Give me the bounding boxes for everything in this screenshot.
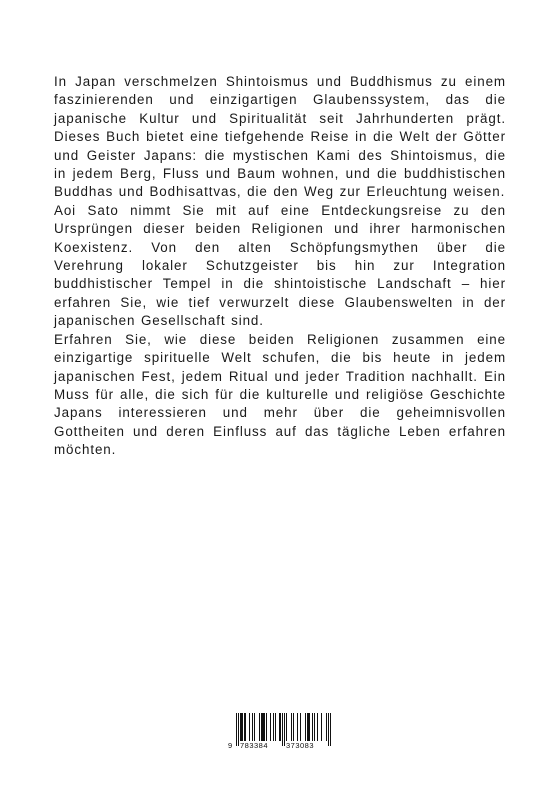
barcode-bar — [308, 713, 309, 741]
paragraph-conclusion: Erfahren Sie, wie diese beiden Religionen zusammen eine einzigartige spirituelle Welt schufen, die bis heute in jedem japanischen Fest, jedem Ritual und jeder Tradition nachhallt. Ein Muss für alle, die sich für die kulturelle und religiöse Geschichte Japans interessieren und mehr über die geheimnisvollen Gottheiten und deren Einfluss auf das tägliche Leben erfahren möchten. — [54, 331, 506, 458]
back-cover-text — [54, 73, 506, 460]
barcode-bar — [284, 713, 285, 746]
barcode-bar — [286, 713, 287, 741]
barcode-lead-digit: 9 — [228, 741, 233, 750]
barcode-bar — [275, 713, 276, 741]
barcode-left-digits: 783384 — [240, 741, 269, 750]
barcode-bar — [330, 713, 331, 746]
barcode-bar — [321, 713, 322, 741]
barcode-bar — [307, 713, 308, 741]
barcode-bar — [279, 713, 280, 741]
barcode-bar — [266, 713, 267, 741]
barcode-bar — [270, 713, 271, 741]
barcode-bar — [236, 713, 237, 746]
barcode-bar — [300, 713, 301, 741]
barcode-bar — [314, 713, 315, 741]
paragraph-intro: In Japan verschmelzen Shintoismus und Buddhismus zu einem faszinierenden und einzigartigen Glaubenssystem, das die japanische Kultur und Spiritualität seit Jahrhunderten prägt. Dieses Buch bietet eine tiefgehende Reise in die Welt der Götter und Geister Japans: die mystischen Kami des Shintoismus, die in jedem Berg, Fluss und Baum wohnen, und die buddhistischen Buddhas und Bodhisattvas, die den Weg zur Erleuchtung weisen. — [54, 74, 506, 200]
barcode-bar — [240, 713, 241, 741]
barcode-bar — [297, 713, 298, 741]
barcode-bar — [280, 713, 281, 741]
barcode-bar — [264, 713, 265, 741]
barcode-right-digits: 373083 — [286, 741, 315, 750]
barcode-bar — [326, 713, 327, 741]
barcode-bar — [312, 713, 313, 741]
barcode-bar — [261, 713, 262, 741]
isbn-barcode — [228, 713, 334, 751]
barcode-bar — [263, 713, 264, 741]
barcode-bar — [262, 713, 263, 741]
barcode-bar — [238, 713, 239, 746]
barcode-bar — [245, 713, 246, 741]
barcode-bar — [244, 713, 245, 741]
barcode-bar — [328, 713, 329, 746]
barcode-bar — [241, 713, 242, 741]
barcode-bar — [273, 713, 274, 741]
barcode-bar — [252, 713, 253, 741]
barcode-bar — [242, 713, 243, 741]
barcode-bar — [254, 713, 255, 741]
barcode-bar — [309, 713, 310, 741]
barcode-bar — [291, 713, 292, 741]
barcode-bar — [282, 713, 283, 746]
paragraph-author: Aoi Sato nimmt Sie mit auf eine Entdeckungsreise zu den Ursprüngen dieser beiden Religionen und ihrer harmonischen Koexistenz. Von den alten Schöpfungsmythen über die Verehrung lokaler Schutzgeister bis hin zur Integration buddhistischer Tempel in die shintoistische Landschaft – hier erfahren Sie, wie tief verwurzelt diese Glaubenswelten in der japanischen Gesellschaft sind. — [54, 202, 506, 329]
barcode-bar — [293, 713, 294, 741]
barcode-bar — [317, 713, 318, 741]
barcode-bar — [305, 713, 306, 741]
barcode-bar — [259, 713, 260, 741]
barcode-bar — [249, 713, 250, 741]
